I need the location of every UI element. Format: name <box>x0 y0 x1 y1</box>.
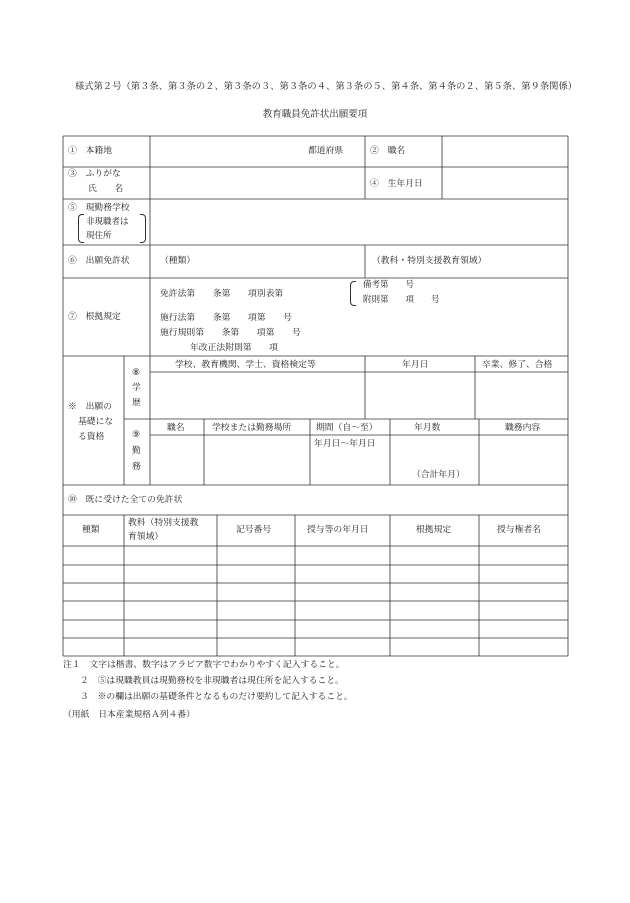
legal-basis-bracket <box>350 281 356 306</box>
license-kind-label: （種類） <box>160 256 196 266</box>
left-bracket <box>78 214 84 243</box>
legal-basis-line1: 免許法第 条第 項別表第 <box>160 289 284 299</box>
work-header-period: 期間（自～至） <box>316 423 378 433</box>
legal-basis-line4: 年改正法附則第 項 <box>190 343 278 353</box>
position-label: ② 職名 <box>370 146 406 156</box>
prev-header-date: 授与等の年月日 <box>307 525 369 535</box>
work-char-2: 務 <box>132 462 141 472</box>
license-subject-label: （教科・特別支援教育領域） <box>372 256 487 266</box>
note-3: ３ ※の欄は出願の基礎条件となるものだけ要約して記入すること。 <box>80 692 353 702</box>
prev-header-grantor: 授与権者名 <box>497 525 541 535</box>
right-bracket <box>140 214 146 243</box>
note-1: 注１ 文字は楷書、数字はアラビア数字でわかりやすく記入すること。 <box>63 660 345 670</box>
prev-header-type: 種類 <box>82 525 100 535</box>
note-2: ２ ⑤は現職教員は現勤務校を非現職者は現住所を記入すること。 <box>80 676 344 686</box>
current-school-label: ⑤ 現勤務学校 <box>68 203 130 213</box>
legal-basis-label: ⑦ 根拠規定 <box>68 312 121 322</box>
education-header-status: 卒業、修了、合格 <box>482 360 553 370</box>
basis-label-3: る資格 <box>78 432 105 442</box>
education-header-school: 学校、教育機関、学士、資格検定等 <box>175 360 316 370</box>
work-header-years: 年月数 <box>414 423 441 433</box>
education-char-2: 歴 <box>132 398 141 408</box>
prev-header-number: 記号番号 <box>236 525 272 535</box>
work-char-1: 勤 <box>132 446 141 456</box>
work-header-duties: 職務内容 <box>505 423 541 433</box>
current-address-note: 現住所 <box>86 231 112 241</box>
birthdate-label: ④ 生年月日 <box>370 179 423 189</box>
work-number: ⑨ <box>132 430 140 440</box>
domicile-label: ① 本籍地 <box>68 146 112 156</box>
non-employed-note: 非現職者は <box>86 217 129 227</box>
basis-label-1: ※ 出願の <box>68 402 112 412</box>
legal-basis-line3: 施行規則第 条第 項第 号 <box>160 328 301 338</box>
work-total-format: （合計年月） <box>412 470 465 480</box>
work-header-position: 職名 <box>167 423 185 433</box>
requested-license-label: ⑥ 出願免許状 <box>68 256 130 266</box>
work-period-format: 年月日～年月日 <box>314 439 376 449</box>
previous-licenses-label: ⑩ 既に受けた全ての免許状 <box>68 495 183 505</box>
education-header-date: 年月日 <box>402 360 429 370</box>
form-number: 様式第２号（第３条、第３条の２、第３条の３、第３条の４、第３条の５、第４条、第４条の２、第５条、第９条関係） <box>75 81 578 92</box>
prev-header-subject-2: 育領域） <box>128 532 164 542</box>
document-title: 教育職員免許状出願要項 <box>262 109 368 120</box>
name-label: 氏 名 <box>88 184 124 194</box>
work-header-place: 学校または勤務場所 <box>212 423 292 433</box>
prev-header-basis: 根拠規定 <box>416 525 452 535</box>
supplementary-clause: 附則第 項 号 <box>363 295 440 305</box>
remarks-clause: 備考第 号 <box>363 280 415 290</box>
education-char-1: 学 <box>132 383 141 393</box>
prev-header-subject-1: 教科（特別支援教 <box>128 518 199 528</box>
basis-label-2: 基礎にな <box>78 417 114 427</box>
prefecture-suffix: 都道府県 <box>308 146 344 156</box>
education-number: ⑧ <box>132 368 140 378</box>
legal-basis-line2: 施行法第 条第 項第 号 <box>160 313 292 323</box>
paper-size-note: （用紙 日本産業規格Ａ列４番） <box>63 710 195 720</box>
furigana-label: ③ ふりがな <box>68 169 121 179</box>
